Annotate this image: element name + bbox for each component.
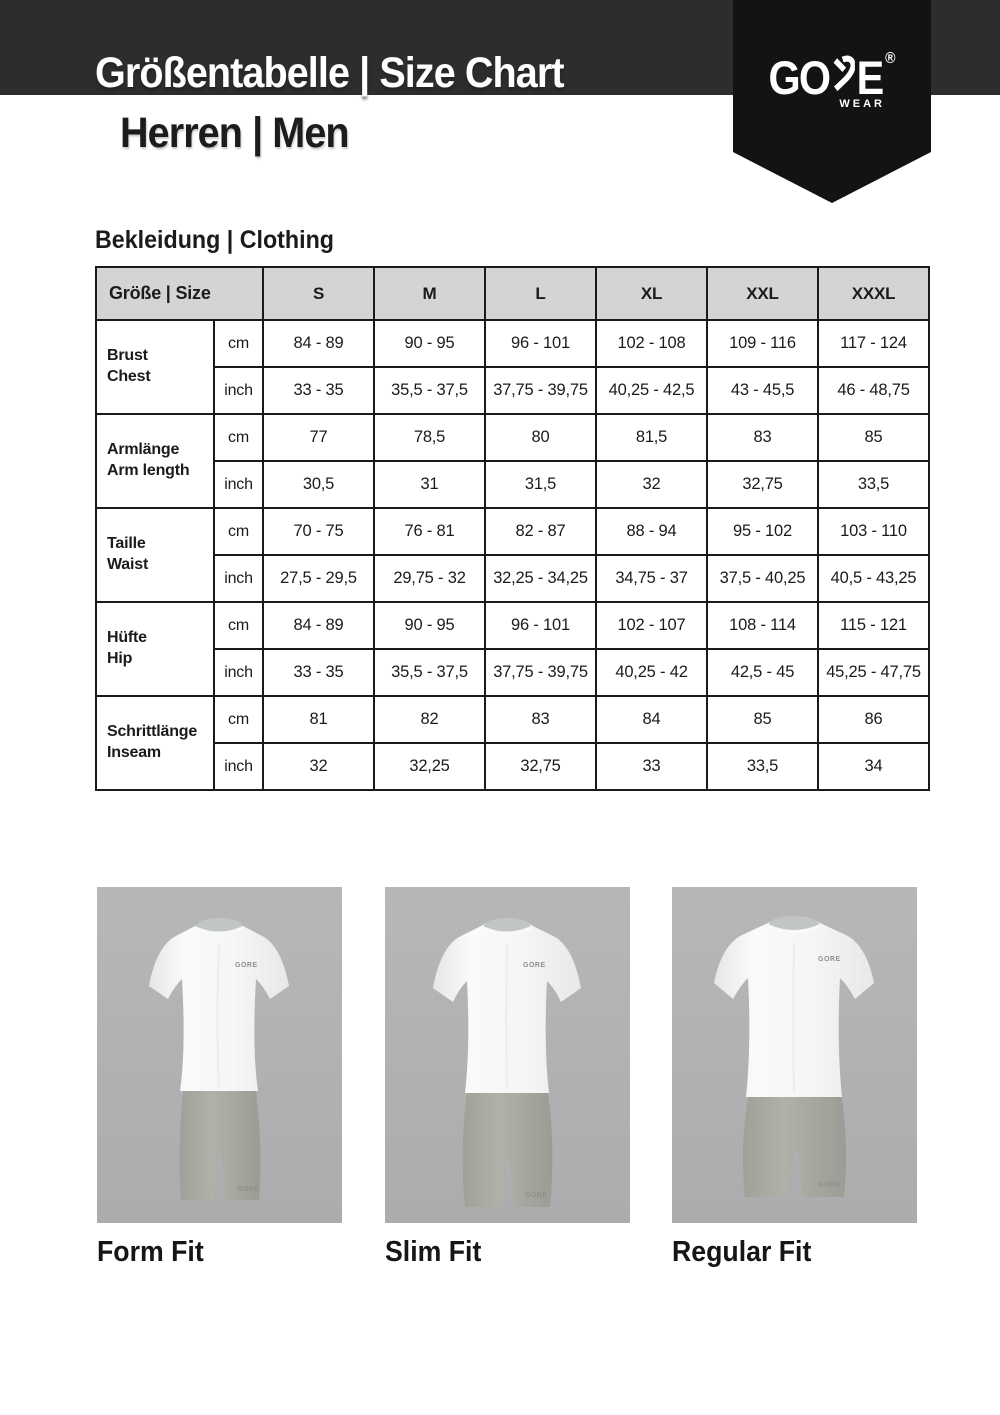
size-value-cell: 32,75 [485, 743, 596, 790]
size-value-cell: 103 - 110 [818, 508, 929, 555]
size-value-cell: 33 - 35 [263, 649, 374, 696]
size-value-cell: 81 [263, 696, 374, 743]
size-value-cell: 32,25 - 34,25 [485, 555, 596, 602]
unit-cell: cm [214, 414, 263, 461]
size-value-cell: 32,25 [374, 743, 485, 790]
table-header-row [96, 267, 929, 320]
table-row [96, 320, 929, 367]
size-value-cell: 84 [596, 696, 707, 743]
size-value-cell: 46 - 48,75 [818, 367, 929, 414]
size-value-cell: 37,75 - 39,75 [485, 649, 596, 696]
chest-logo-text: GORE [818, 956, 841, 963]
table-row [96, 555, 929, 602]
size-value-cell: 34 [818, 743, 929, 790]
size-value-cell: 83 [707, 414, 818, 461]
size-table [95, 266, 930, 791]
size-value-cell: 32 [263, 743, 374, 790]
size-value-cell: 35,5 - 37,5 [374, 367, 485, 414]
row-label-en: Chest [107, 368, 151, 385]
logo-text-go: GO [768, 51, 830, 104]
logo-text-e: E [856, 51, 883, 104]
unit-cell: inch [214, 743, 263, 790]
size-value-cell: 35,5 - 37,5 [374, 649, 485, 696]
row-label-waist [96, 508, 214, 602]
chest-logo-text: GORE [235, 962, 258, 969]
registered-mark: ® [885, 50, 896, 67]
shorts-logo-text: GORE [237, 1186, 260, 1193]
unit-cell: inch [214, 461, 263, 508]
unit-cell: cm [214, 320, 263, 367]
shirt-crease [793, 943, 794, 1093]
size-value-cell: 70 - 75 [263, 508, 374, 555]
size-col-xl: XL [596, 267, 707, 320]
size-value-cell: 117 - 124 [818, 320, 929, 367]
size-value-cell: 37,75 - 39,75 [485, 367, 596, 414]
size-value-cell: 40,25 - 42,5 [596, 367, 707, 414]
form-fit-label: Form Fit [97, 1236, 204, 1268]
row-label-en: Hip [107, 650, 133, 667]
gore-r-glyph-icon [833, 55, 855, 92]
size-value-cell: 78,5 [374, 414, 485, 461]
section-title: Bekleidung | Clothing [95, 226, 334, 254]
table-row [96, 602, 929, 649]
shorts-logo-text: GORE [525, 1192, 548, 1199]
row-label-de: Hüfte [107, 629, 147, 647]
row-label-en: Arm length [107, 462, 190, 479]
size-value-cell: 45,25 - 47,75 [818, 649, 929, 696]
size-col-l: L [485, 267, 596, 320]
page-subtitle: Herren | Men [120, 109, 349, 157]
size-value-cell: 95 - 102 [707, 508, 818, 555]
table-row [96, 414, 929, 461]
size-value-cell: 32,75 [707, 461, 818, 508]
size-value-cell: 90 - 95 [374, 320, 485, 367]
size-value-cell: 27,5 - 29,5 [263, 555, 374, 602]
size-value-cell: 102 - 107 [596, 602, 707, 649]
size-value-cell: 33 [596, 743, 707, 790]
brand-pennant [733, 0, 931, 203]
size-value-cell: 85 [818, 414, 929, 461]
size-value-cell: 108 - 114 [707, 602, 818, 649]
size-value-cell: 83 [485, 696, 596, 743]
size-value-cell: 33 - 35 [263, 367, 374, 414]
table-row [96, 743, 929, 790]
unit-cell: cm [214, 602, 263, 649]
table-row [96, 367, 929, 414]
regular-fit-figure [672, 887, 917, 1223]
size-col-s: S [263, 267, 374, 320]
row-label-hip [96, 602, 214, 696]
shirt-crease [506, 945, 507, 1089]
form-fit-garment-image [97, 887, 342, 1223]
size-value-cell: 81,5 [596, 414, 707, 461]
size-value-cell: 42,5 - 45 [707, 649, 818, 696]
size-value-cell: 96 - 101 [485, 602, 596, 649]
table-row [96, 508, 929, 555]
size-value-cell: 31 [374, 461, 485, 508]
row-label-chest [96, 320, 214, 414]
row-label-en: Waist [107, 556, 149, 573]
size-value-cell: 40,5 - 43,25 [818, 555, 929, 602]
size-value-cell: 84 - 89 [263, 602, 374, 649]
size-value-cell: 34,75 - 37 [596, 555, 707, 602]
row-label-arm-length [96, 414, 214, 508]
table-row [96, 696, 929, 743]
size-value-cell: 82 [374, 696, 485, 743]
size-column-header: Größe | Size [96, 267, 263, 320]
size-value-cell: 76 - 81 [374, 508, 485, 555]
size-value-cell: 32 [596, 461, 707, 508]
size-col-xxxl: XXXL [818, 267, 929, 320]
slim-fit-label: Slim Fit [385, 1236, 482, 1268]
size-value-cell: 37,5 - 40,25 [707, 555, 818, 602]
regular-fit-label: Regular Fit [672, 1236, 812, 1268]
shorts-logo-text: GORE [818, 1182, 841, 1189]
chest-logo-text: GORE [523, 962, 546, 969]
page-title: Größentabelle | Size Chart [95, 49, 564, 97]
size-value-cell: 102 - 108 [596, 320, 707, 367]
logo-wear-text: WEAR [839, 98, 885, 110]
size-value-cell: 109 - 116 [707, 320, 818, 367]
size-value-cell: 96 - 101 [485, 320, 596, 367]
size-value-cell: 77 [263, 414, 374, 461]
size-col-xxl: XXL [707, 267, 818, 320]
size-value-cell: 86 [818, 696, 929, 743]
row-label-de: Brust [107, 347, 148, 365]
table-row [96, 649, 929, 696]
size-value-cell: 115 - 121 [818, 602, 929, 649]
size-value-cell: 90 - 95 [374, 602, 485, 649]
row-label-de: Taille [107, 535, 146, 553]
row-label-de: Schrittlänge [107, 723, 198, 741]
size-value-cell: 40,25 - 42 [596, 649, 707, 696]
table-row [96, 461, 929, 508]
size-value-cell: 30,5 [263, 461, 374, 508]
row-label-de: Armlänge [107, 441, 180, 459]
unit-cell: inch [214, 555, 263, 602]
size-value-cell: 43 - 45,5 [707, 367, 818, 414]
unit-cell: cm [214, 508, 263, 555]
regular-fit-garment-image [672, 887, 917, 1223]
size-value-cell: 31,5 [485, 461, 596, 508]
size-value-cell: 33,5 [818, 461, 929, 508]
size-value-cell: 88 - 94 [596, 508, 707, 555]
size-value-cell: 80 [485, 414, 596, 461]
unit-cell: cm [214, 696, 263, 743]
size-col-m: M [374, 267, 485, 320]
row-label-en: Inseam [107, 744, 161, 761]
unit-cell: inch [214, 367, 263, 414]
size-value-cell: 84 - 89 [263, 320, 374, 367]
row-label-inseam [96, 696, 214, 790]
slim-fit-garment-image [385, 887, 630, 1223]
size-value-cell: 33,5 [707, 743, 818, 790]
pennant-shape-svg [733, 0, 931, 203]
unit-cell: inch [214, 649, 263, 696]
form-fit-figure [97, 887, 342, 1223]
slim-fit-figure [385, 887, 630, 1223]
size-value-cell: 85 [707, 696, 818, 743]
size-value-cell: 29,75 - 32 [374, 555, 485, 602]
size-value-cell: 82 - 87 [485, 508, 596, 555]
